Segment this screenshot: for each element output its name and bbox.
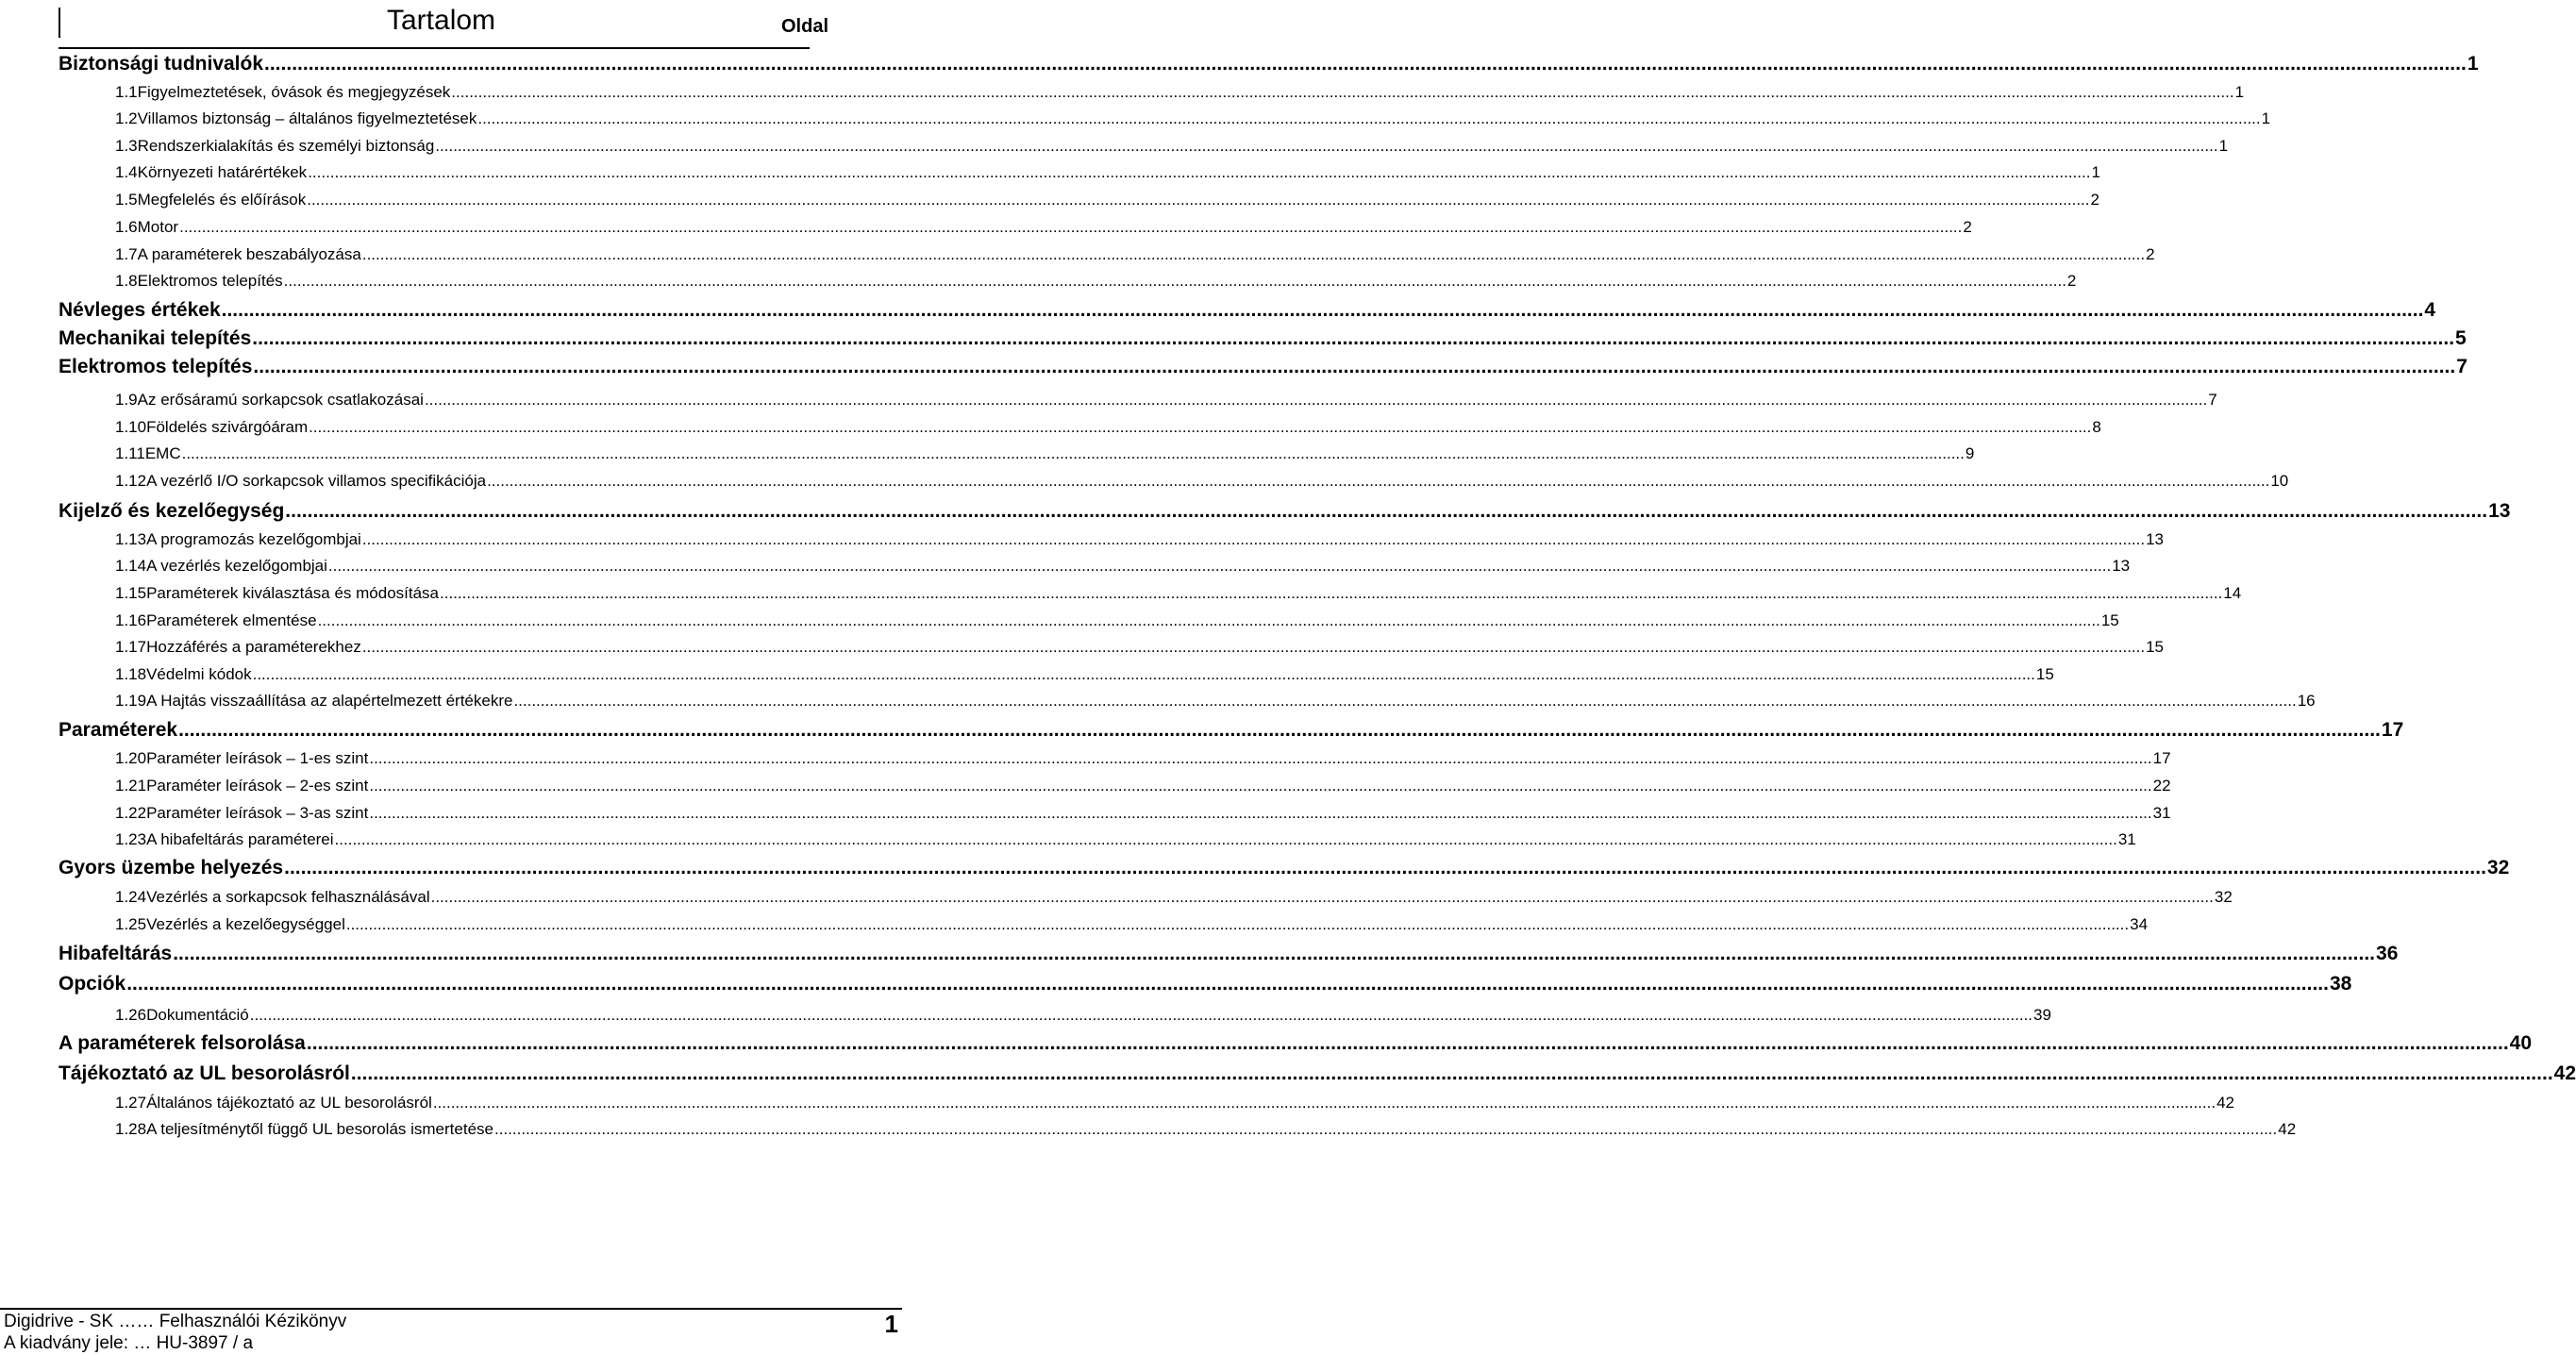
toc-section-entry[interactable]	[115, 191, 2099, 209]
toc-section-entry[interactable]	[115, 137, 2229, 156]
toc-section-entry[interactable]	[115, 584, 2242, 603]
toc-section-entry[interactable]	[115, 472, 2289, 491]
toc-entry-label: A vezérlés kezelőgombjai	[146, 557, 327, 575]
toc-section-entry[interactable]	[115, 272, 2077, 291]
toc-entry-page: 15	[2146, 638, 2165, 656]
toc-dot-leader: ................................................................................................................................................................................................................................................................................................................................................................................................................	[440, 584, 2223, 602]
toc-entry-number: 1.9	[115, 391, 138, 409]
toc-dot-leader: ................................................................................................................................................................................................................................................................................................................................................................................................................	[432, 1094, 2216, 1112]
toc-entry-label: Paraméterek kiválasztása és módosítása	[146, 584, 440, 602]
toc-dot-leader: ................................................................................................................................................................................................................................................................................................................................................................................................................	[264, 53, 2467, 75]
toc-entry-page: 2	[2066, 272, 2077, 290]
toc-entry-number: 1.22	[115, 804, 147, 822]
toc-chapter-entry[interactable]	[59, 500, 2511, 523]
toc-section-entry[interactable]	[115, 692, 2316, 711]
toc-dot-leader: ................................................................................................................................................................................................................................................................................................................................................................................................................	[487, 472, 2270, 490]
toc-entry-page: 13	[2112, 557, 2131, 575]
toc-entry-number: 1.6	[115, 218, 138, 236]
toc-section-entry[interactable]	[115, 638, 2165, 657]
toc-section-entry[interactable]	[115, 777, 2171, 795]
toc-entry-page: 5	[2455, 327, 2467, 349]
toc-chapter-entry[interactable]	[59, 299, 2436, 322]
toc-entry-label: Elektromos telepítés	[59, 356, 253, 377]
toc-entry-label: Figyelmeztetések, óvások és megjegyzések	[137, 83, 451, 101]
toc-dot-leader: ................................................................................................................................................................................................................................................................................................................................................................................................................	[249, 1006, 2033, 1024]
toc-entry-page: 39	[2033, 1006, 2051, 1024]
toc-entry-number: 1.2	[115, 109, 138, 127]
toc-entry-label: A Hajtás visszaállítása az alapértelmezett értékekre	[146, 692, 513, 710]
toc-section-entry[interactable]	[115, 557, 2131, 576]
toc-entry-label: Paraméter leírások – 3-as szint	[146, 804, 369, 822]
toc-section-entry[interactable]	[115, 1120, 2297, 1139]
toc-entry-label: EMC	[144, 444, 181, 462]
toc-chapter-entry[interactable]	[59, 53, 2479, 75]
toc-entry-label: Opciók	[59, 973, 126, 995]
toc-entry-page: 13	[2488, 500, 2511, 522]
toc-section-entry[interactable]	[115, 418, 2101, 437]
toc-entry-page: 32	[2214, 888, 2233, 906]
toc-section-entry[interactable]	[115, 444, 1975, 463]
toc-dot-leader: ................................................................................................................................................................................................................................................................................................................................................................................................................	[369, 804, 2152, 822]
toc-dot-leader: ................................................................................................................................................................................................................................................................................................................................................................................................................	[334, 830, 2117, 848]
toc-entry-label: Az erősáramú sorkapcsok csatlakozásai	[137, 391, 424, 409]
toc-entry-label: Védelmi kódok	[146, 665, 252, 683]
page-footer	[0, 1308, 906, 1355]
toc-entry-page: 22	[2152, 777, 2171, 795]
toc-dot-leader: ................................................................................................................................................................................................................................................................................................................................................................................................................	[308, 163, 2091, 181]
toc-entry-page: 42	[2553, 1062, 2576, 1084]
toc-entry-label: Paraméterek elmentése	[146, 611, 317, 629]
toc-entry-label: Paraméter leírások – 1-es szint	[146, 749, 369, 767]
toc-entry-page: 2	[1963, 218, 1972, 236]
toc-dot-leader: ................................................................................................................................................................................................................................................................................................................................................................................................................	[477, 109, 2261, 127]
toc-entry-page: 17	[2381, 719, 2404, 741]
toc-entry-label: Gyors üzembe helyezés	[59, 857, 284, 878]
toc-entry-number: 1.3	[115, 137, 138, 155]
toc-chapter-entry[interactable]	[59, 857, 2510, 879]
toc-section-entry[interactable]	[115, 749, 2171, 768]
toc-entry-label: Mechanikai telepítés	[59, 327, 252, 349]
toc-dot-leader: ................................................................................................................................................................................................................................................................................................................................................................................................................	[350, 1062, 2553, 1084]
footer-rule	[0, 1308, 902, 1310]
toc-entry-page: 32	[2486, 857, 2510, 878]
toc-section-entry[interactable]	[115, 109, 2271, 128]
toc-entry-number: 1.1	[115, 83, 138, 101]
toc-entry-number: 1.15	[115, 584, 147, 602]
toc-entry-page: 34	[2130, 915, 2149, 933]
page-title: Tartalom	[387, 5, 496, 36]
toc-entry-page: 14	[2223, 584, 2242, 602]
toc-dot-leader: ................................................................................................................................................................................................................................................................................................................................................................................................................	[361, 638, 2146, 656]
toc-section-entry[interactable]	[115, 83, 2245, 102]
toc-section-entry[interactable]	[115, 611, 2119, 630]
toc-section-entry[interactable]	[115, 391, 2217, 410]
toc-dot-leader: ................................................................................................................................................................................................................................................................................................................................................................................................................	[424, 391, 2208, 409]
toc-entry-page: 7	[2456, 356, 2467, 377]
toc-entry-label: Biztonsági tudnivalók	[59, 53, 264, 75]
toc-chapter-entry[interactable]	[59, 356, 2467, 378]
toc-entry-label: Kijelző és kezelőegység	[59, 500, 285, 522]
toc-entry-page: 38	[2329, 973, 2352, 995]
toc-entry-page: 36	[2376, 943, 2399, 964]
toc-entry-label: Névleges értékek	[59, 299, 221, 321]
toc-section-entry[interactable]	[115, 915, 2149, 934]
toc-section-entry[interactable]	[115, 830, 2136, 849]
toc-entry-page: 7	[2208, 391, 2217, 409]
toc-entry-label: Környezeti határértékek	[137, 163, 308, 181]
toc-entry-label: Tájékoztató az UL besorolásról	[59, 1062, 350, 1084]
toc-entry-page: 15	[2035, 665, 2054, 683]
toc-dot-leader: ................................................................................................................................................................................................................................................................................................................................................................................................................	[369, 749, 2152, 767]
toc-entry-page: 1	[2218, 137, 2229, 155]
toc-dot-leader: ................................................................................................................................................................................................................................................................................................................................................................................................................	[252, 327, 2455, 349]
toc-dot-leader: ................................................................................................................................................................................................................................................................................................................................................................................................................	[493, 1120, 2278, 1138]
toc-dot-leader: ................................................................................................................................................................................................................................................................................................................................................................................................................	[435, 137, 2218, 155]
toc-chapter-entry[interactable]	[59, 719, 2404, 742]
toc-dot-leader: ................................................................................................................................................................................................................................................................................................................................................................................................................	[253, 356, 2456, 377]
toc-section-entry[interactable]	[115, 245, 2155, 264]
toc-entry-number: 1.5	[115, 191, 138, 209]
toc-entry-page: 1	[2261, 109, 2271, 127]
toc-chapter-entry[interactable]	[59, 1032, 2533, 1055]
toc-entry-label: Dokumentáció	[146, 1006, 249, 1024]
toc-dot-leader: ................................................................................................................................................................................................................................................................................................................................................................................................................	[126, 973, 2329, 995]
toc-entry-number: 1.12	[115, 472, 147, 490]
toc-entry-number: 1.16	[115, 611, 147, 629]
toc-entry-number: 1.10	[115, 418, 147, 436]
toc-entry-page: 4	[2424, 299, 2436, 321]
toc-dot-leader: ................................................................................................................................................................................................................................................................................................................................................................................................................	[345, 915, 2130, 933]
toc-entry-label: Paraméterek	[59, 719, 178, 741]
toc-section-entry[interactable]	[115, 163, 2100, 182]
toc-entry-label: Vezérlés a sorkapcsok felhasználásával	[146, 888, 430, 906]
toc-entry-number: 1.23	[115, 830, 147, 848]
toc-entry-label: Motor	[137, 218, 179, 236]
toc-entry-label: Vezérlés a kezelőegységgel	[146, 915, 345, 933]
toc-entry-label: A teljesítménytől függő UL besorolás ismertetése	[146, 1120, 493, 1138]
toc-dot-leader: ................................................................................................................................................................................................................................................................................................................................................................................................................	[306, 1032, 2509, 1054]
toc-dot-leader: ................................................................................................................................................................................................................................................................................................................................................................................................................	[173, 943, 2376, 964]
toc-entry-number: 1.28	[115, 1120, 147, 1138]
toc-entry-label: A programozás kezelőgombjai	[146, 530, 361, 548]
toc-dot-leader: ................................................................................................................................................................................................................................................................................................................................................................................................................	[369, 777, 2152, 795]
toc-entry-number: 1.4	[115, 163, 138, 181]
toc-entry-page: 2	[2090, 191, 2099, 209]
toc-entry-label: Általános tájékoztató az UL besorolásról	[146, 1094, 432, 1112]
footer-document-title: Digidrive - SK …… Felhasználói Kézikönyv	[4, 1312, 347, 1331]
toc-entry-number: 1.24	[115, 888, 147, 906]
toc-chapter-entry[interactable]	[59, 973, 2352, 995]
toc-dot-leader: ................................................................................................................................................................................................................................................................................................................................................................................................................	[284, 857, 2486, 878]
toc-dot-leader: ................................................................................................................................................................................................................................................................................................................................................................................................................	[513, 692, 2297, 710]
page-column-label: Oldal	[781, 16, 829, 37]
toc-entry-number: 1.17	[115, 638, 147, 656]
toc-entry-page: 2	[2146, 245, 2155, 263]
toc-chapter-entry[interactable]	[59, 1062, 2576, 1085]
toc-entry-label: Paraméter leírások – 2-es szint	[146, 777, 369, 795]
toc-entry-label: Földelés szivárgóáram	[146, 418, 309, 436]
toc-dot-leader: ................................................................................................................................................................................................................................................................................................................................................................................................................	[283, 272, 2066, 290]
toc-entry-page: 1	[2467, 53, 2479, 75]
toc-chapter-entry[interactable]	[59, 943, 2399, 965]
toc-dot-leader: ................................................................................................................................................................................................................................................................................................................................................................................................................	[178, 719, 2381, 741]
toc-entry-number: 1.7	[115, 245, 138, 263]
toc-entry-number: 1.27	[115, 1094, 147, 1112]
toc-section-entry[interactable]	[115, 218, 1972, 237]
toc-entry-label: Megfelelés és előírások	[137, 191, 307, 209]
toc-dot-leader: ................................................................................................................................................................................................................................................................................................................................................................................................................	[317, 611, 2100, 629]
footer-publication-id: A kiadvány jele: … HU-3897 / a	[4, 1333, 254, 1353]
toc-entry-number: 1.8	[115, 272, 138, 290]
toc-entry-number: 1.18	[115, 665, 147, 683]
toc-entry-page: 9	[1965, 444, 1975, 462]
toc-entry-label: Rendszerkialakítás és személyi biztonság	[137, 137, 435, 155]
toc-entry-number: 1.25	[115, 915, 147, 933]
toc-entry-label: A paraméterek felsorolása	[59, 1032, 306, 1054]
toc-dot-leader: ................................................................................................................................................................................................................................................................................................................................................................................................................	[307, 191, 2090, 209]
toc-entry-page: 13	[2146, 530, 2165, 548]
toc-entry-page: 15	[2100, 611, 2119, 629]
toc-section-entry[interactable]	[115, 1094, 2234, 1112]
toc-entry-label: A vezérlő I/O sorkapcsok villamos specifikációja	[146, 472, 487, 490]
toc-entry-label: A hibafeltárás paraméterei	[146, 830, 334, 848]
toc-entry-page: 31	[2117, 830, 2136, 848]
toc-entry-label: A paraméterek beszabályozása	[137, 245, 361, 263]
toc-entry-page: 31	[2152, 804, 2171, 822]
toc-chapter-entry[interactable]	[59, 327, 2467, 350]
toc-dot-leader: ................................................................................................................................................................................................................................................................................................................................................................................................................	[181, 444, 1965, 462]
toc-entry-page: 1	[2234, 83, 2245, 101]
toc-entry-number: 1.20	[115, 749, 147, 767]
footer-page-number: 1	[884, 1310, 898, 1338]
toc-entry-number: 1.19	[115, 692, 147, 710]
toc-section-entry[interactable]	[115, 1006, 2051, 1025]
page-header	[0, 0, 906, 53]
toc-dot-leader: ................................................................................................................................................................................................................................................................................................................................................................................................................	[361, 530, 2146, 548]
toc-entry-label: Hozzáférés a paraméterekhez	[146, 638, 361, 656]
toc-entry-number: 1.21	[115, 777, 147, 795]
toc-entry-page: 17	[2152, 749, 2171, 767]
toc-entry-page: 10	[2270, 472, 2289, 490]
toc-entry-page: 42	[2278, 1120, 2297, 1138]
toc-entry-label: Hibafeltárás	[59, 943, 173, 964]
toc-section-entry[interactable]	[115, 888, 2233, 907]
toc-entry-number: 1.11	[115, 444, 145, 462]
toc-entry-page: 1	[2091, 163, 2100, 181]
toc-entry-page: 42	[2216, 1094, 2234, 1112]
toc-section-entry[interactable]	[115, 665, 2054, 684]
toc-dot-leader: ................................................................................................................................................................................................................................................................................................................................................................................................................	[361, 245, 2146, 263]
header-rule	[59, 47, 810, 49]
toc-section-entry[interactable]	[115, 804, 2171, 823]
toc-entry-label: Elektromos telepítés	[137, 272, 283, 290]
toc-entry-page: 16	[2297, 692, 2316, 710]
toc-entry-number: 1.26	[115, 1006, 147, 1024]
toc-entry-label: Villamos biztonság – általános figyelmeztetések	[137, 109, 477, 127]
toc-dot-leader: ................................................................................................................................................................................................................................................................................................................................................................................................................	[285, 500, 2488, 522]
toc-entry-number: 1.13	[115, 530, 147, 548]
toc-dot-leader: ................................................................................................................................................................................................................................................................................................................................................................................................................	[451, 83, 2234, 101]
toc-entry-number: 1.14	[115, 557, 147, 575]
toc-entry-page: 40	[2509, 1032, 2533, 1054]
toc-dot-leader: ................................................................................................................................................................................................................................................................................................................................................................................................................	[179, 218, 1963, 236]
toc-dot-leader: ................................................................................................................................................................................................................................................................................................................................................................................................................	[309, 418, 2092, 436]
toc-dot-leader: ................................................................................................................................................................................................................................................................................................................................................................................................................	[327, 557, 2112, 575]
toc-section-entry[interactable]	[115, 530, 2165, 549]
toc-dot-leader: ................................................................................................................................................................................................................................................................................................................................................................................................................	[430, 888, 2214, 906]
toc-dot-leader: ................................................................................................................................................................................................................................................................................................................................................................................................................	[252, 665, 2035, 683]
toc-entry-page: 8	[2092, 418, 2101, 436]
header-bar	[59, 8, 60, 38]
toc-dot-leader: ................................................................................................................................................................................................................................................................................................................................................................................................................	[221, 299, 2424, 321]
